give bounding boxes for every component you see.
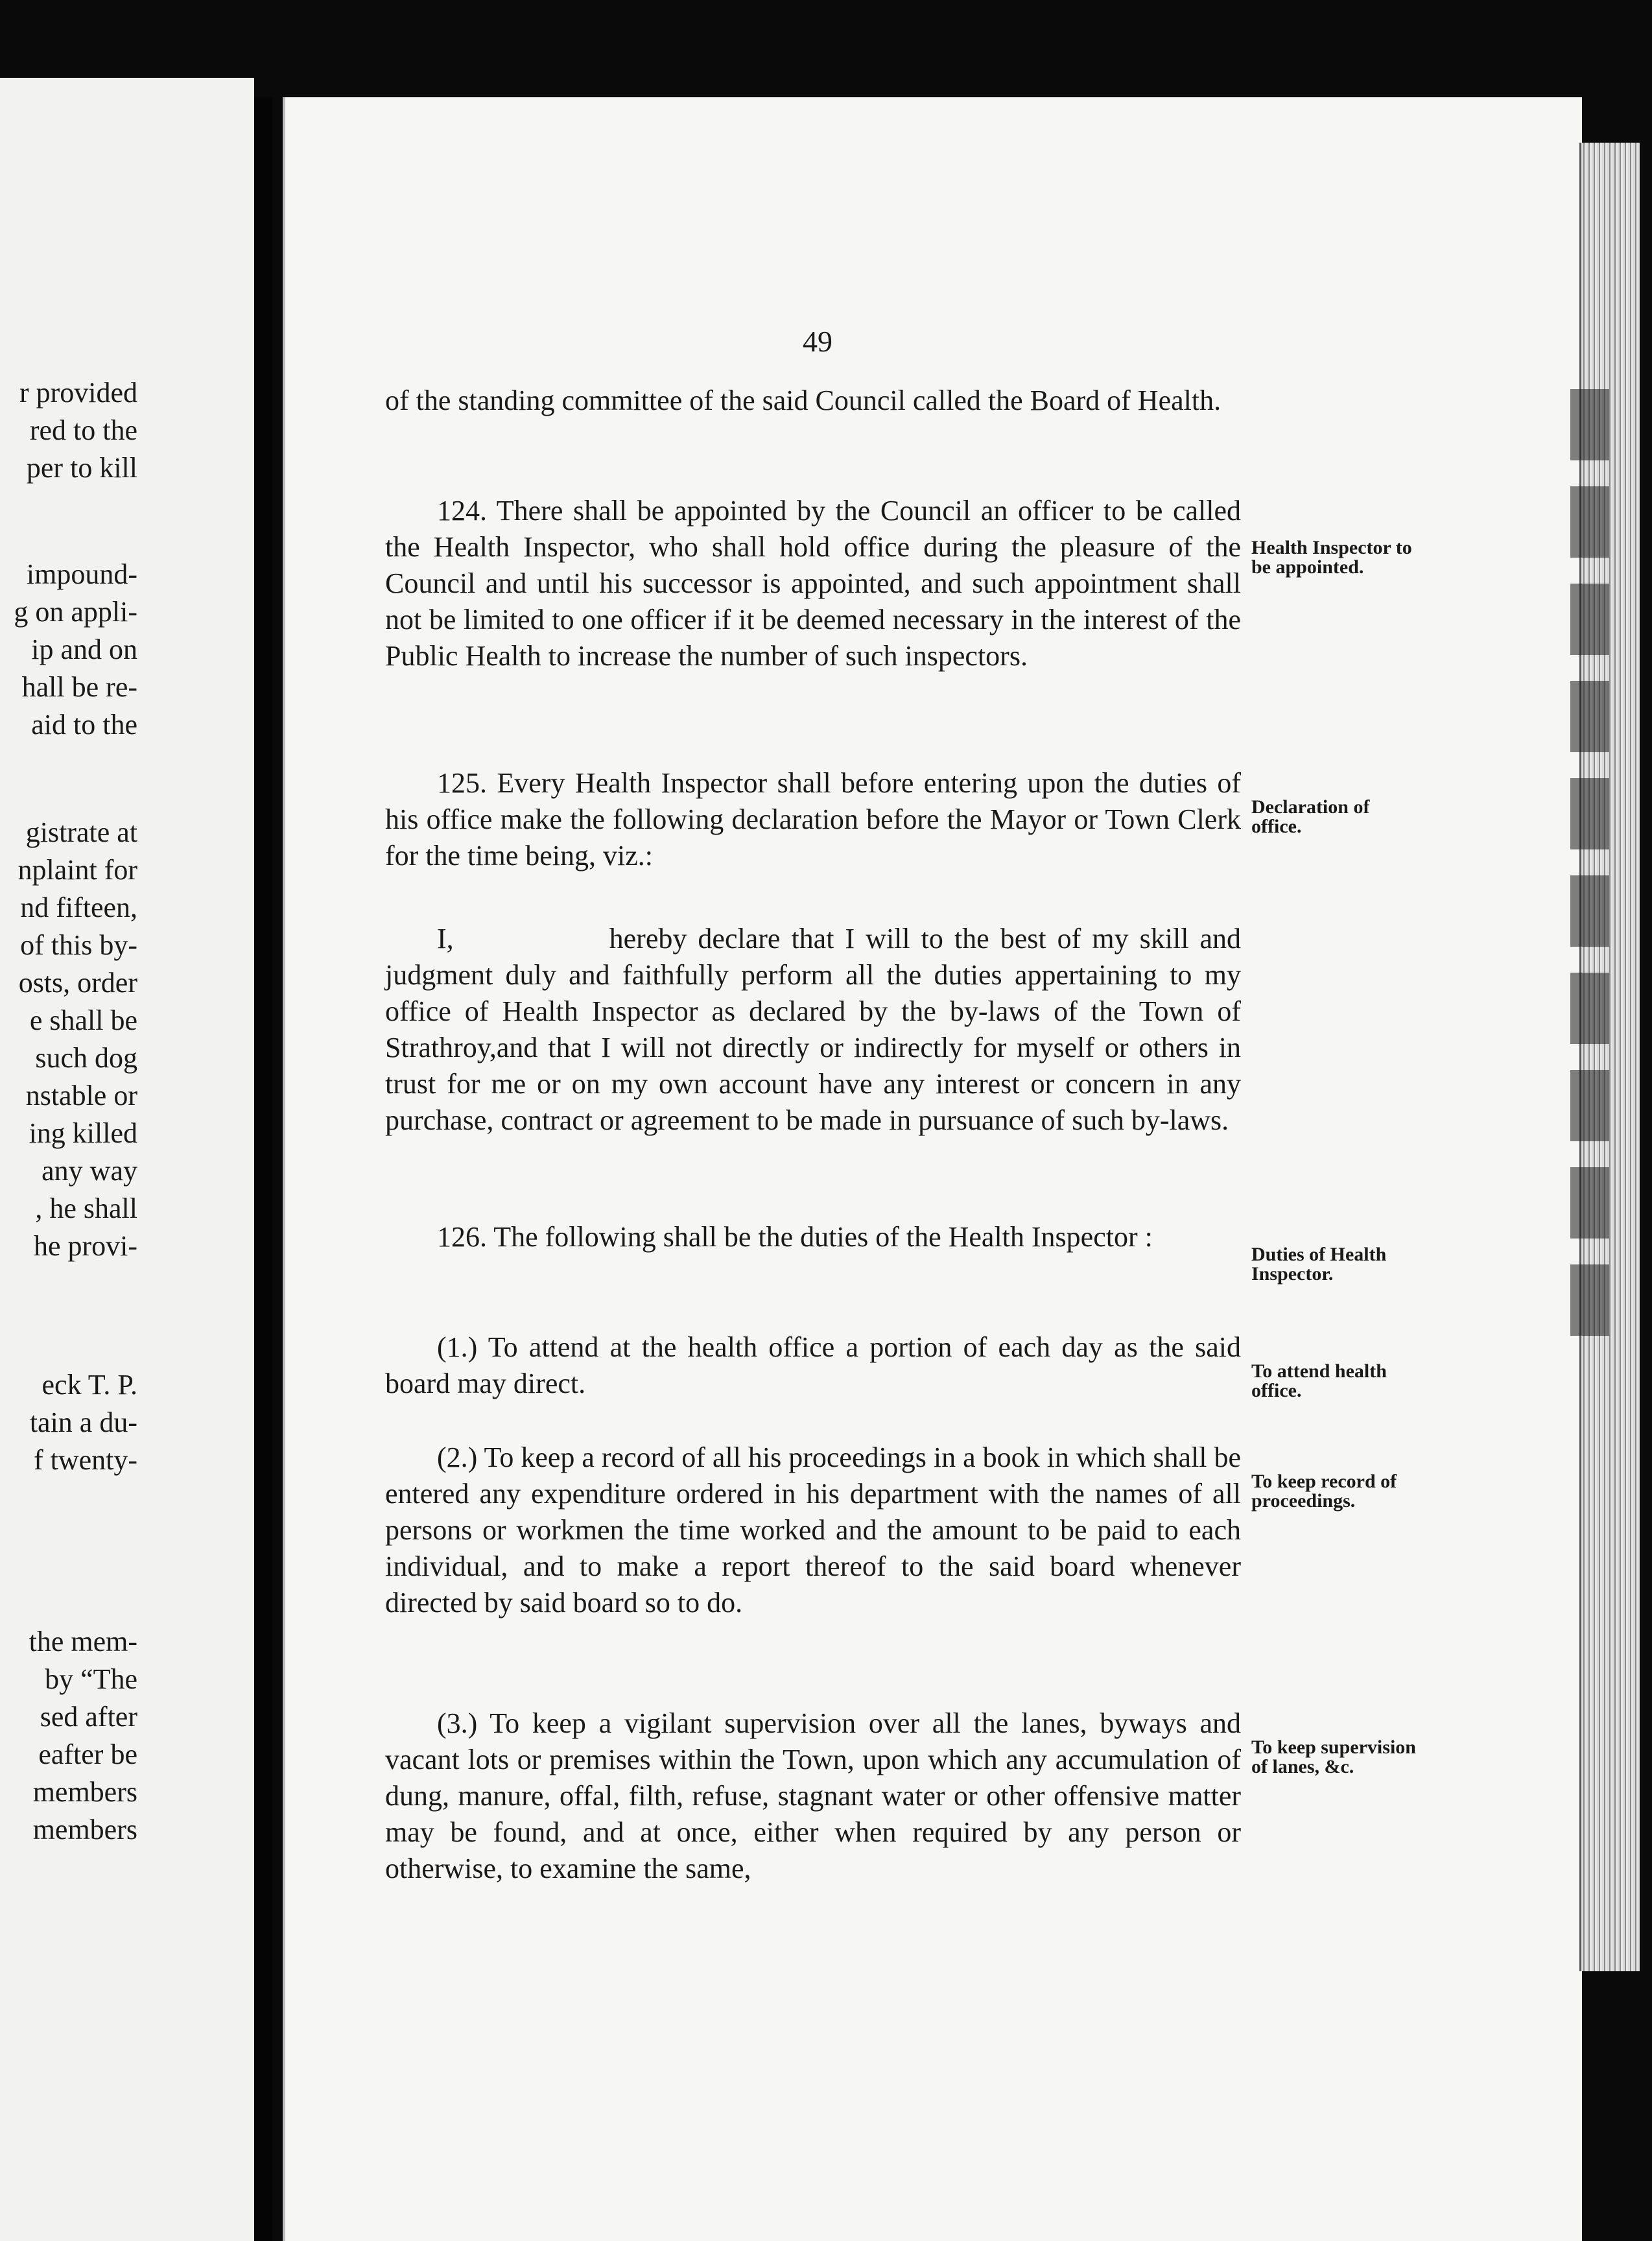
left-fragment: impound-	[26, 558, 137, 590]
margin-note-2: To keep record of proceedings.	[1251, 1471, 1397, 1512]
left-fragment: eck T. P.	[41, 1369, 137, 1401]
left-fragment: nstable or	[25, 1080, 137, 1111]
left-fragment: osts, order	[18, 967, 137, 999]
left-fragment: e shall be	[29, 1004, 137, 1036]
left-fragment: eafter be	[38, 1738, 137, 1770]
page-number: 49	[803, 325, 832, 358]
section-125: 125. Every Health Inspector shall before entering upon the duties of his office make the following declaration before the Mayor or Town Clerk for the time being, viz.:	[385, 767, 1241, 872]
left-fragment: members	[32, 1814, 137, 1845]
left-fragment: the mem-	[29, 1626, 137, 1657]
margin-note-126: Duties of Health Inspector.	[1251, 1244, 1387, 1285]
left-fragment: r provided	[19, 377, 137, 409]
left-fragment: ing killed	[29, 1117, 137, 1149]
left-fragment: nplaint for	[18, 854, 137, 886]
left-fragment: aid to the	[31, 709, 137, 741]
left-fragment: any way	[41, 1155, 137, 1187]
left-fragment: nd fifteen,	[20, 892, 137, 923]
declaration-text	[385, 921, 1241, 1139]
left-fragment: f twenty-	[33, 1444, 137, 1476]
left-fragment: he provi-	[33, 1230, 137, 1262]
declaration-body: hereby declare that I will to the best of my skill and judgment duly and faithfully perform all the duties appertaining to my office of Health Inspector as declared by the by-laws of the Town of Strathroy,and that I will not directly or indirectly for myself or others in trust for me or on my own account have any interest or concern in any purchase, contract or agreement to be made in pursuance of such by-laws.	[385, 923, 1241, 1136]
left-fragment: by “The	[45, 1663, 137, 1695]
margin-note-125: Declaration of office.	[1251, 796, 1370, 837]
declaration-start: I,	[437, 923, 454, 954]
left-fragment: members	[32, 1776, 137, 1808]
left-fragment: per to kill	[26, 452, 137, 484]
section-124: 124. There shall be appointed by the Council an officer to be called the Health Inspector, who shall hold office during the pleasure of the Council and until his successor is appointed, and such appointment shall not be limited to one officer if it be deemed necessary in the interest of the Public Health to increase the number of such inspectors.	[385, 495, 1241, 672]
clause-2: (2.) To keep a record of all his proceedings in a book in which shall be entered any expenditure ordered in his department with the names of all persons or workmen the time worked and the amount to be paid to each individual, and to make a report thereof to the said board whenever directed by said board so to do.	[385, 1441, 1241, 1618]
margin-note-3: To keep supervision of lanes, &c.	[1251, 1737, 1416, 1777]
margin-note-1: To attend health office.	[1251, 1360, 1387, 1401]
clause-3: (3.) To keep a vigilant supervision over all the lanes, byways and vacant lots or premises within the Town, upon which any accumulation of dung, manure, offal, filth, refuse, stagnant water or other offensive matter may be found, and at once, either when required by any person or otherwise, to examine the same,	[385, 1707, 1241, 1884]
facing-page-left	[0, 78, 254, 2241]
left-fragment: of this by-	[20, 929, 137, 961]
paragraph-continuation: of the standing committee of the said Council called the Board of Health.	[385, 385, 1221, 416]
left-fragment: sed after	[40, 1701, 137, 1733]
left-fragment: ip and on	[31, 634, 137, 665]
library-stamp	[1570, 363, 1616, 1855]
left-fragment: gistrate at	[25, 816, 137, 848]
section-126: 126. The following shall be the duties of the Health Inspector :	[437, 1221, 1153, 1253]
left-fragment: g on appli-	[14, 596, 137, 628]
left-fragment: tain a du-	[29, 1406, 137, 1438]
left-fragment: red to the	[29, 414, 137, 446]
book-gutter	[254, 97, 272, 2241]
margin-note-124: Health Inspector to be appointed.	[1251, 537, 1412, 578]
left-fragment: such dog	[35, 1042, 137, 1074]
left-fragment: , he shall	[35, 1192, 137, 1224]
left-fragment: hall be re-	[21, 671, 137, 703]
clause-1: (1.) To attend at the health office a portion of each day as the said board may direct.	[385, 1331, 1241, 1399]
